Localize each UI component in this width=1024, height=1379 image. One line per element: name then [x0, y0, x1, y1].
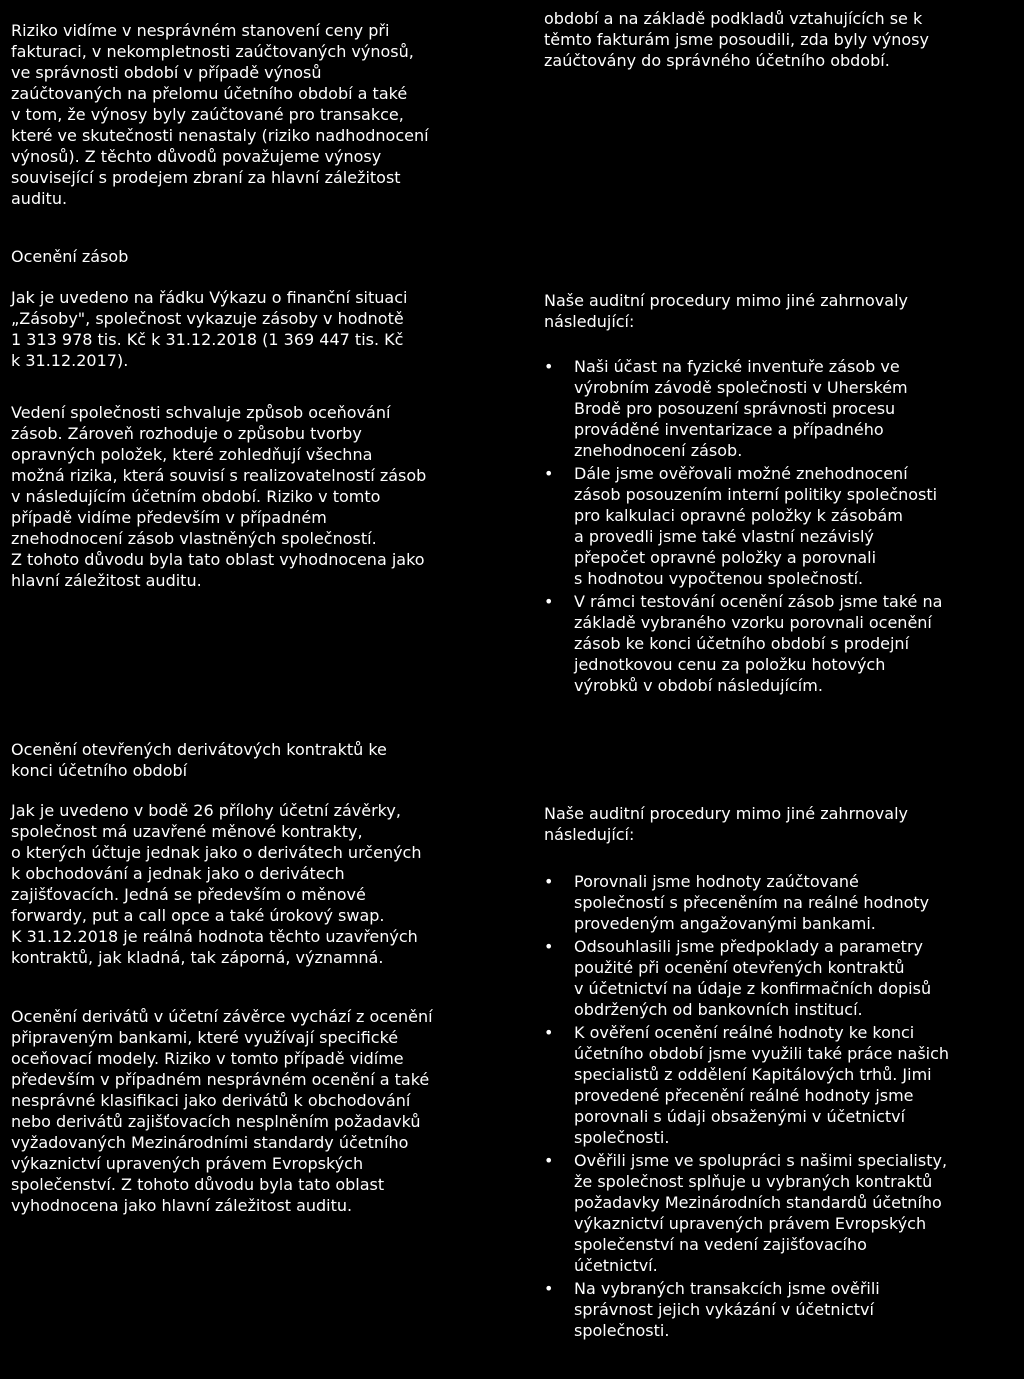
inventory-paragraph-1: Jak je uvedeno na řádku Výkazu o finanční situaci „Zásoby", společnost vykazuje zásoby v hodnotě 1 313 978 tis. Kč k 31.12.2018 (1 369 447 tis. Kč k 31.12.2017). — [11, 288, 408, 370]
list-item: • Dále jsme ověřovali možné znehodnocení zásob posouzením interní politiky společnosti pro kalkulaci opravné položky k zásobám a provedli jsme také vlastní nezávislý přepočet opravné položky a porovnali s hodnotou vypočtenou společností. — [544, 463, 1020, 589]
derivatives-procedures-list — [544, 871, 1020, 1343]
list-item: • Naši účast na fyzické inventuře zásob ve výrobním závodě společnosti v Uherském Brodě pro posouzení správnosti procesu prováděné inventarizace a případného znehodnocení zásob. — [544, 356, 1020, 461]
list-item: • Odsouhlasili jsme předpoklady a parametry použité při ocenění otevřených kontraktů v účetnictví na údaje z konfirmačních dopisů obdržených od bankovních institucí. — [544, 936, 1020, 1020]
derivatives-paragraph-1: Jak je uvedeno v bodě 26 přílohy účetní závěrky, společnost má uzavřené měnové kontrakty, o kterých účtuje jednak jako o derivátech určených k obchodování a jednak jako o derivátech zajišťovacích. Jedná se především o měnové forwardy, put a call opce a také úrokový swap. K 31.12.2018 je reálná hodnota těchto uzavřených kontraktů, jak kladná, tak záporná, významná. — [11, 801, 422, 967]
revenue-procedure-continuation: období a na základě podkladů vztahujících se k těmto fakturám jsme posoudili, zda byly výnosy zaúčtovány do správného účetního období. — [544, 9, 929, 70]
derivatives-procedures-intro: Naše auditní procedury mimo jiné zahrnovaly následující: — [544, 804, 908, 844]
list-item: • Ověřili jsme ve spolupráci s našimi specialisty, že společnost splňuje u vybraných kontraktů požadavky Mezinárodních standardů účetního výkaznictví upravených právem Evropských společenství na vedení zajišťovacího účetnictví. — [544, 1150, 1020, 1276]
inventory-procedures-intro: Naše auditní procedury mimo jiné zahrnovaly následující: — [544, 291, 908, 331]
inventory-heading: Ocenění zásob — [11, 247, 129, 266]
list-item: • V rámci testování ocenění zásob jsme také na základě vybraného vzorku porovnali ocenění zásob ke konci účetního období s prodejní jednotkovou cenu za položku hotových výrobků v období následujícím. — [544, 591, 1020, 696]
revenue-risk-paragraph: Riziko vidíme v nesprávném stanovení ceny při fakturaci, v nekompletnosti zaúčtovaných výnosů, ve správnosti období v případě výnosů zaúčtovaných na přelomu účetního období a také v tom, že výnosy byly zaúčtované pro transakce, které ve skutečnosti nenastaly (riziko nadhodnocení výnosů). Z těchto důvodů považujeme výnosy související s prodejem zbraní za hlavní záležitost auditu. — [11, 21, 429, 208]
list-item: • K ověření ocenění reálné hodnoty ke konci účetního období jsme využili také práce našich specialistů z oddělení Kapitálových trhů. Jimi provedené přecenění reálné hodnoty jsme porovnali s údaji obsaženými v účetnictví společnosti. — [544, 1022, 1020, 1148]
inventory-procedures-list — [544, 356, 1020, 698]
list-item: • Porovnali jsme hodnoty zaúčtované společností s přeceněním na reálné hodnoty provedeným angažovanými bankami. — [544, 871, 1020, 934]
derivatives-heading: Ocenění otevřených derivátových kontraktů ke konci účetního období — [11, 740, 387, 780]
list-item: • Na vybraných transakcích jsme ověřili správnost jejich vykázání v účetnictví společnosti. — [544, 1278, 1020, 1341]
derivatives-paragraph-2: Ocenění derivátů v účetní závěrce vychází z ocenění připraveným bankami, které využívají specifické oceňovací modely. Riziko v tomto případě vidíme především v případném nesprávném ocenění a také nesprávné klasifikaci jako derivátů k obchodování nebo derivátů zajišťovacích nesplněním požadavků vyžadovaných Mezinárodními standardy účetního výkaznictví upravených právem Evropských společenství. Z tohoto důvodu byla tato oblast vyhodnocena jako hlavní záležitost auditu. — [11, 1007, 433, 1215]
inventory-paragraph-2: Vedení společnosti schvaluje způsob oceňování zásob. Zároveň rozhoduje o způsobu tvorby opravných položek, které zohledňují všechna možná rizika, která souvisí s realizovatelností zásob v následujícím účetním období. Riziko v tomto případě vidíme především v případném znehodnocení zásob vlastněných společností. Z tohoto důvodu byla tato oblast vyhodnocena jako hlavní záležitost auditu. — [11, 403, 427, 590]
